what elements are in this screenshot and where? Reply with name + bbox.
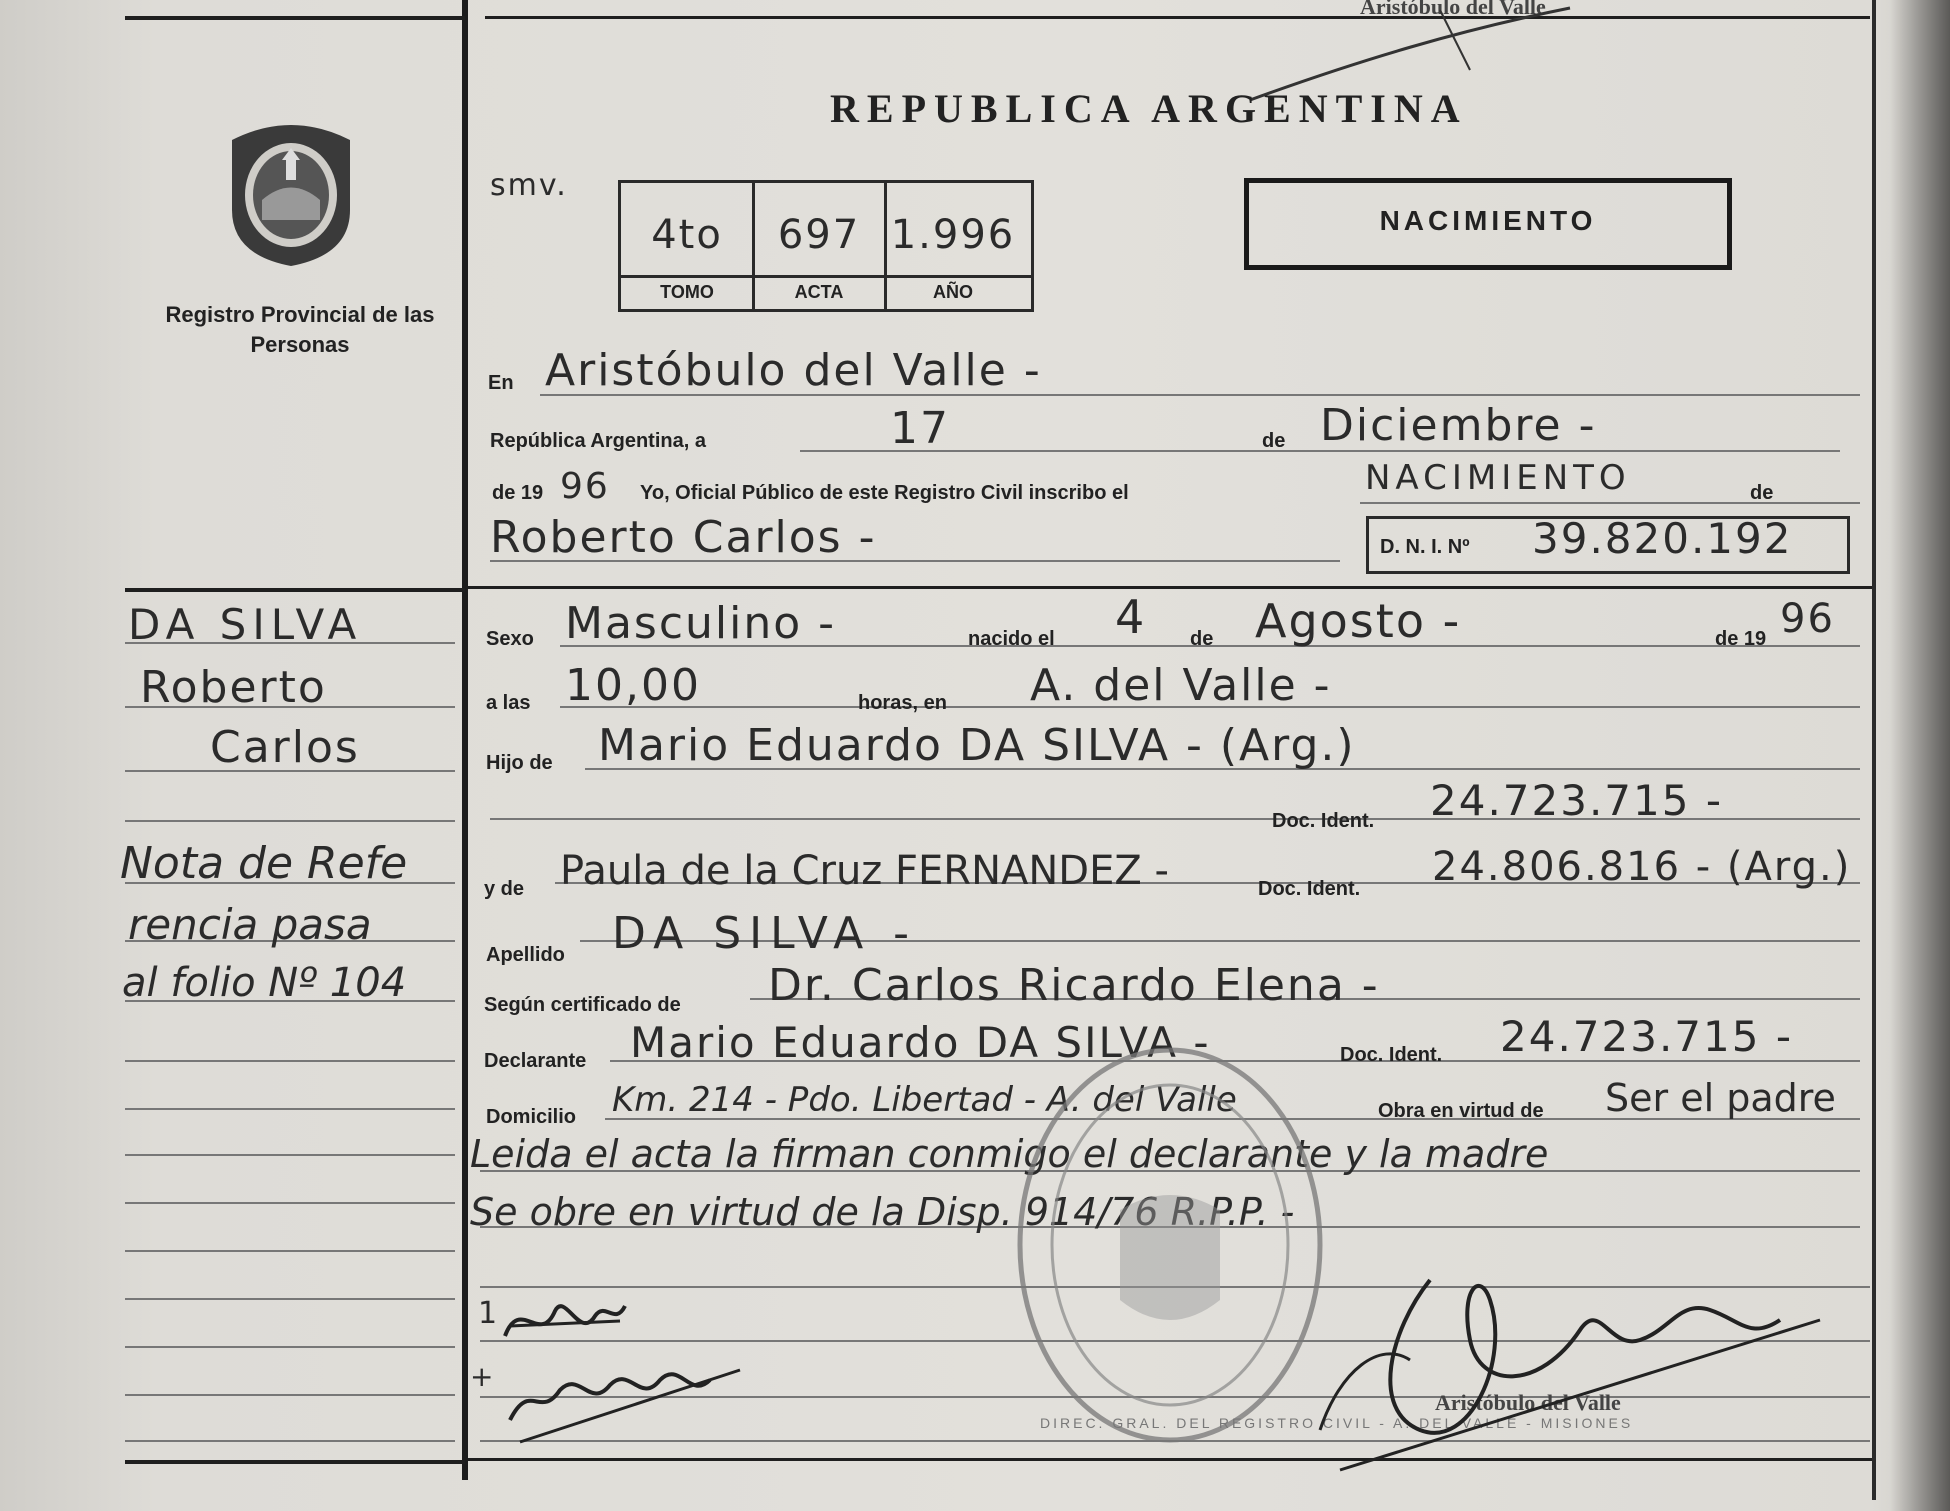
value-father-doc: 24.723.715 -: [1430, 776, 1723, 825]
label-yo: Yo, Oficial Público de este Registro Civil inscribo el: [640, 482, 1129, 504]
value-name: Roberto Carlos -: [490, 512, 877, 563]
value-apellido: DA SILVA -: [612, 908, 918, 959]
tomo-value: 4to: [651, 212, 723, 258]
document-title: REPUBLICA ARGENTINA: [830, 86, 1468, 131]
top-official-stamp: Aristóbulo del Valle: [1360, 0, 1546, 19]
label-horas: horas, en: [858, 692, 947, 714]
officer-signature: [1280, 1210, 1840, 1510]
record-type-label: NACIMIENTO: [1379, 205, 1597, 236]
margin-line: [125, 820, 455, 822]
seal-text: DIREC. GRAL. DEL REGISTRO CIVIL - A. DEL VALLE - MISIONES: [1040, 1415, 1634, 1431]
margin-divider: [462, 0, 468, 1480]
acta-label: ACTA: [794, 282, 844, 302]
value-dni: 39.820.192: [1532, 514, 1793, 563]
bottom-rule-left: [125, 1460, 465, 1464]
label-apellido: Apellido: [486, 944, 565, 966]
top-rule-right: [485, 16, 1870, 19]
value-domicilio: Km. 214 - Pdo. Libertad - A. del Valle: [612, 1080, 1237, 1120]
margin-surname: DA SILVA: [128, 600, 363, 649]
anio-value: 1.996: [890, 212, 1016, 258]
value-en: Aristóbulo del Valle -: [545, 345, 1042, 396]
registry-name: Registro Provincial de las Personas: [165, 302, 435, 357]
tomo-label: TOMO: [660, 282, 714, 302]
value-day: 17: [890, 403, 950, 454]
label-de-3: de: [1190, 628, 1214, 650]
cell-separator: [621, 275, 1031, 278]
top-rule-left: [125, 16, 465, 20]
margin-line: [125, 1394, 455, 1396]
right-border: [1872, 0, 1876, 1500]
page-fold-shadow: [1890, 0, 1950, 1511]
label-de-2: de: [1750, 482, 1774, 504]
official-stamp-text: Aristóbulo del Valle: [1435, 1390, 1621, 1415]
value-mother-doc: 24.806.816 - (Arg.): [1432, 844, 1852, 890]
note-line-1: Leida el acta la firman conmigo el declarante y la madre: [470, 1132, 1549, 1176]
provincial-shield-icon: [222, 120, 360, 268]
margin-given-name-2: Carlos: [210, 722, 360, 773]
margin-line: [125, 1060, 455, 1062]
label-domicilio: Domicilio: [486, 1106, 577, 1128]
margin-line: [125, 1250, 455, 1252]
value-birth-month: Agosto -: [1255, 594, 1462, 648]
value-hour: 10,00: [565, 660, 701, 711]
smv-note: smv.: [490, 168, 568, 203]
margin-ref-note-3: al folio Nº 104: [122, 960, 407, 1006]
signature-1: [500, 1286, 630, 1356]
margin-line: [125, 1440, 455, 1442]
label-de19: de 19: [492, 482, 544, 504]
value-mother: Paula de la Cruz FERNANDEZ -: [560, 848, 1169, 894]
line-inscribo: [1360, 502, 1860, 504]
signature-1-number: 1: [478, 1296, 500, 1331]
label-hijo: Hijo de: [486, 752, 553, 774]
label-doc-mother: Doc. Ident.: [1258, 878, 1361, 900]
value-birth-day: 4: [1115, 590, 1147, 644]
value-place: A. del Valle -: [1030, 660, 1332, 711]
label-yde: y de: [484, 878, 525, 900]
label-declarante: Declarante: [484, 1050, 587, 1072]
margin-section-rule: [125, 588, 465, 592]
form-section-rule: [468, 586, 1872, 589]
margin-line: [125, 1346, 455, 1348]
signature-2: [500, 1350, 760, 1450]
value-sexo: Masculino -: [565, 598, 837, 649]
label-obra: Obra en virtud de: [1378, 1100, 1544, 1122]
margin-given-name-1: Roberto: [140, 662, 327, 713]
label-nacido: nacido el: [968, 628, 1055, 650]
label-de: de: [1262, 430, 1286, 452]
acta-value: 697: [777, 212, 861, 258]
value-year: 96: [560, 466, 610, 507]
margin-ref-note-2: rencia pasa: [128, 900, 372, 949]
label-sexo: Sexo: [486, 628, 534, 650]
label-republica: República Argentina, a: [490, 430, 706, 452]
margin-ref-note-1: Nota de Refe: [120, 838, 408, 889]
label-alas: a las: [486, 692, 531, 714]
margin-line: [125, 1108, 455, 1110]
value-birth-year: 96: [1780, 596, 1835, 642]
value-inscribo: NACIMIENTO: [1365, 458, 1631, 498]
margin-line: [125, 1298, 455, 1300]
value-segun: Dr. Carlos Ricardo Elena -: [768, 960, 1380, 1011]
margin-line: [125, 1202, 455, 1204]
anio-label: AÑO: [933, 282, 973, 302]
value-declarante: Mario Eduardo DA SILVA -: [630, 1018, 1211, 1067]
value-father: Mario Eduardo DA SILVA - (Arg.): [598, 720, 1356, 771]
margin-line: [125, 1154, 455, 1156]
label-dni: D. N. I. Nº: [1380, 536, 1470, 558]
value-obra: Ser el padre: [1605, 1076, 1836, 1120]
label-de19-2: de 19: [1715, 628, 1767, 650]
label-doc-father: Doc. Ident.: [1272, 810, 1375, 832]
label-en: En: [488, 372, 514, 394]
signature-2-prefix: +: [470, 1360, 496, 1393]
label-doc-declarante: Doc. Ident.: [1340, 1044, 1443, 1066]
label-segun: Según certificado de: [484, 994, 681, 1016]
value-declarante-doc: 24.723.715 -: [1500, 1012, 1793, 1061]
value-month: Diciembre -: [1320, 400, 1597, 451]
note-line-2: Se obre en virtud de la Disp. 914/76 R.P.P. -: [470, 1190, 1295, 1234]
